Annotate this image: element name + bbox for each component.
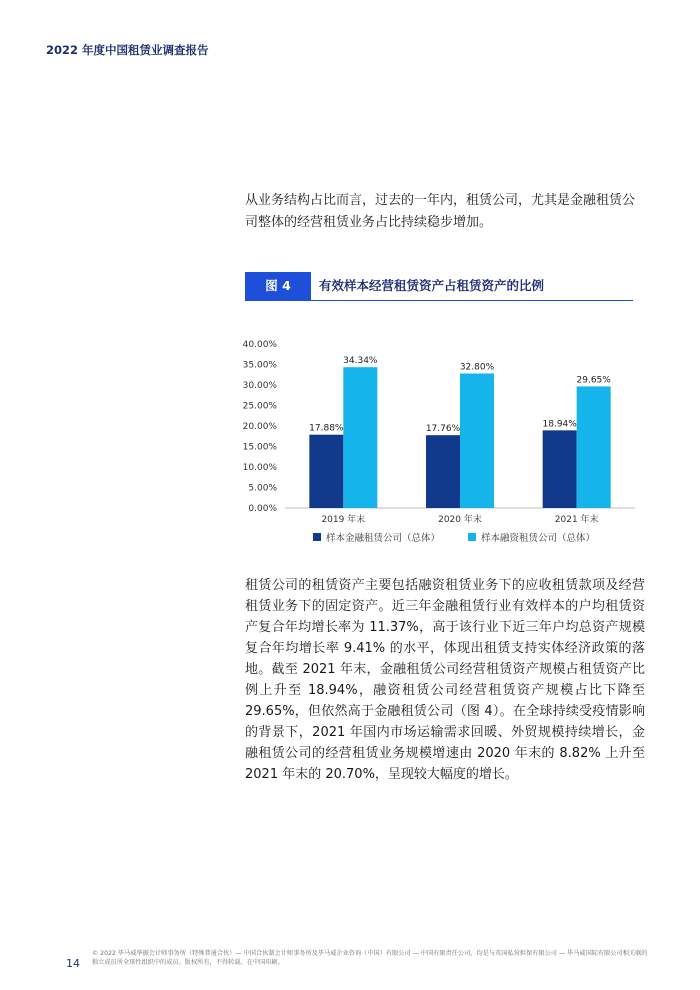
body-paragraph: 租赁公司的租赁资产主要包括融资租赁业务下的应收租赁款项及经营租赁业务下的固定资产。近三年金融租赁行业有效样本的户均租赁资产复合年均增长率为 11.37%，高于该行业下近三年户均总资产规模复合年均增长率 9.41% 的水平，体现出租赁支持实体经济政策的落地。截至 2021 年末，金融租赁公司经营租赁资产规模占租赁资产比例上升至 18.94%，融资租赁公司经营租赁资产规模占比下降至 29.65%，但依然高于金融租赁公司（图 4）。在全球持续受疫情影响的背景下，2021 年国内市场运输需求回暖、外贸规模持续增长，金融租赁公司的经营租赁业务规模增速由 2020 年末的 8.82% 上升至 2021 年末的 20.70%，呈现较大幅度的增长。 bbox=[245, 578, 645, 782]
x-tick-label: 2019 年末 bbox=[321, 515, 366, 525]
y-tick-label: 35.00% bbox=[242, 360, 277, 371]
y-tick-label: 5.00% bbox=[248, 483, 277, 494]
bar-series-2 bbox=[577, 386, 611, 508]
legend-item-series-2 bbox=[468, 530, 595, 544]
legend-swatch-series-2 bbox=[468, 533, 476, 541]
y-tick-label: 30.00% bbox=[242, 381, 277, 391]
x-tick-label: 2020 年末 bbox=[438, 515, 482, 525]
figure-title: 有效样本经营租赁资产占租赁资产的比例 bbox=[319, 278, 545, 293]
bar-data-label: 32.80% bbox=[459, 362, 495, 373]
bar-data-label: 34.34% bbox=[343, 356, 378, 367]
y-tick-label: 20.00% bbox=[242, 422, 277, 432]
bar-data-label: 17.88% bbox=[309, 423, 344, 434]
x-tick-label: 2021 年末 bbox=[554, 515, 599, 525]
y-tick-label: 25.00% bbox=[242, 401, 277, 412]
bar-data-label: 17.76% bbox=[425, 424, 461, 435]
report-header-title: 2022 年度中国租赁业调查报告 bbox=[46, 43, 209, 57]
intro-paragraph: 从业务结构占比而言，过去的一年内，租赁公司，尤其是金融租赁公司整体的经营租赁业务占比持续稳步增加。 bbox=[245, 193, 636, 230]
bar-series-1 bbox=[543, 430, 577, 508]
bar-series-1 bbox=[426, 435, 460, 508]
y-tick-label: 10.00% bbox=[242, 463, 277, 473]
page-number: 14 bbox=[66, 957, 80, 970]
bar-chart bbox=[240, 330, 640, 550]
chart-legend bbox=[313, 530, 595, 544]
figure-heading bbox=[245, 272, 633, 301]
bar-series-2 bbox=[343, 367, 377, 508]
y-tick-label: 0.00% bbox=[248, 504, 277, 514]
legend-label-series-1: 样本金融租赁公司（总体） bbox=[326, 533, 441, 544]
legend-label-series-2: 样本融资租赁公司（总体） bbox=[481, 533, 596, 544]
y-tick-label: 15.00% bbox=[242, 442, 277, 453]
y-tick-label: 40.00% bbox=[242, 340, 277, 350]
legend-swatch-series-1 bbox=[313, 533, 321, 541]
bar-series-1 bbox=[309, 435, 343, 508]
chart-svg bbox=[240, 330, 640, 530]
bar-data-label: 29.65% bbox=[576, 375, 611, 386]
figure-number: 图 4 bbox=[245, 272, 311, 300]
bar-series-2 bbox=[460, 374, 494, 508]
footer-copyright: © 2022 毕马威华振会计师事务所（特殊普通合伙）— 中国合伙制会计师事务所及毕马威企业咨询（中国）有限公司 — 中国有限责任公司，均是与英国私营担保有限公司 — 毕马威国际有限公司相关联的独立成员所全球性组织中的成员。版权所有，不得转载。在中国印刷。 bbox=[92, 950, 648, 966]
legend-item-series-1 bbox=[313, 530, 440, 544]
bar-data-label: 18.94% bbox=[542, 419, 577, 430]
